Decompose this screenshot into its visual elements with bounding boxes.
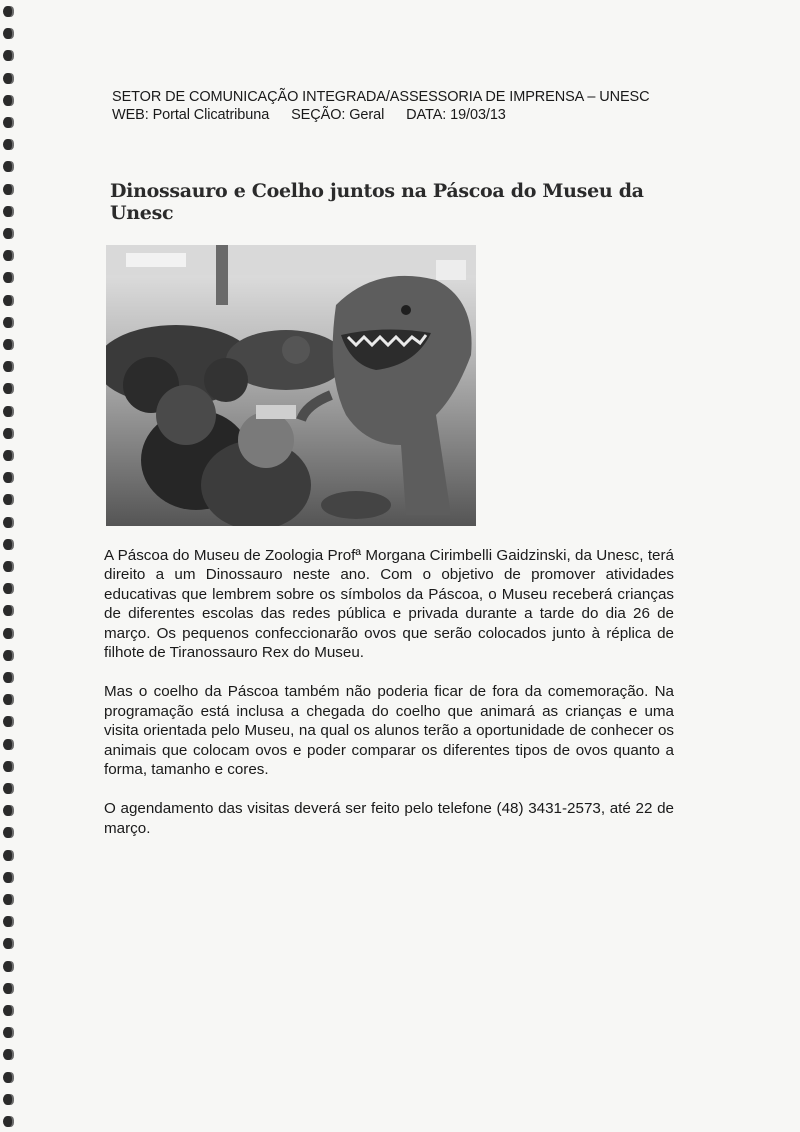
binding-ring bbox=[3, 716, 12, 727]
binding-ring bbox=[3, 28, 12, 39]
header-date: DATA: 19/03/13 bbox=[406, 107, 506, 123]
article-paragraph: A Páscoa do Museu de Zoologia Profª Morgana Cirimbelli Gaidzinski, da Unesc, terá direito a um Dinossauro neste ano. Com o objetivo de promover atividades educativas que lembrem sobre os símbolos da Páscoa, o Museu receberá crianças de diferentes escolas das redes pública e privada durante a tarde do dia 26 de março. Os pequenos confeccionarão ovos que serão colocados junto à réplica de filhote de Tiranossauro Rex do Museu. bbox=[104, 547, 674, 662]
article-paragraph: Mas o coelho da Páscoa também não poderia ficar de fora da comemoração. Na programação está inclusa a chegada do coelho que animará as crianças e uma visita orientada pelo Museu, na qual os alunos terão a oportunidade de conhecer os animais que colocam ovos e poder comparar os diferentes tipos de ovos quanto a forma, tamanho e cores. bbox=[104, 683, 674, 779]
binding-ring bbox=[3, 783, 12, 794]
binding-ring bbox=[3, 605, 12, 616]
clipping-header bbox=[112, 88, 692, 124]
header-meta-line bbox=[112, 106, 692, 124]
binding-ring bbox=[3, 827, 12, 838]
binding-ring bbox=[3, 50, 12, 61]
binding-ring bbox=[3, 694, 12, 705]
spiral-binding bbox=[0, 0, 22, 1132]
header-sector-line: SETOR DE COMUNICAÇÃO INTEGRADA/ASSESSORIA DE IMPRENSA – UNESC bbox=[112, 89, 650, 105]
binding-ring bbox=[3, 650, 12, 661]
binding-ring bbox=[3, 161, 12, 172]
binding-ring bbox=[3, 739, 12, 750]
binding-ring bbox=[3, 539, 12, 550]
binding-ring bbox=[3, 95, 12, 106]
binding-ring bbox=[3, 761, 12, 772]
article-paragraph: O agendamento das visitas deverá ser feito pelo telefone (48) 3431-2573, até 22 de março. bbox=[104, 800, 674, 837]
binding-ring bbox=[3, 672, 12, 683]
binding-ring bbox=[3, 1005, 12, 1016]
header-section: SEÇÃO: Geral bbox=[291, 107, 385, 123]
binding-ring bbox=[3, 1027, 12, 1038]
binding-ring bbox=[3, 850, 12, 861]
binding-ring bbox=[3, 450, 12, 461]
binding-ring bbox=[3, 317, 12, 328]
binding-ring bbox=[3, 117, 12, 128]
binding-ring bbox=[3, 561, 12, 572]
binding-ring bbox=[3, 73, 12, 84]
binding-ring bbox=[3, 428, 12, 439]
binding-ring bbox=[3, 1072, 12, 1083]
binding-ring bbox=[3, 872, 12, 883]
binding-ring bbox=[3, 938, 12, 949]
binding-ring bbox=[3, 295, 12, 306]
header-web: WEB: Portal Clicatribuna bbox=[112, 107, 270, 123]
binding-ring bbox=[3, 206, 12, 217]
binding-ring bbox=[3, 983, 12, 994]
binding-ring bbox=[3, 339, 12, 350]
binding-ring bbox=[3, 272, 12, 283]
article-body bbox=[104, 546, 674, 858]
binding-ring bbox=[3, 184, 12, 195]
binding-ring bbox=[3, 6, 12, 17]
binding-ring bbox=[3, 916, 12, 927]
binding-ring bbox=[3, 139, 12, 150]
article-photo bbox=[106, 245, 476, 526]
binding-ring bbox=[3, 894, 12, 905]
binding-ring bbox=[3, 361, 12, 372]
binding-ring bbox=[3, 961, 12, 972]
binding-ring bbox=[3, 628, 12, 639]
binding-ring bbox=[3, 472, 12, 483]
binding-ring bbox=[3, 250, 12, 261]
binding-ring bbox=[3, 1116, 12, 1127]
binding-ring bbox=[3, 517, 12, 528]
binding-ring bbox=[3, 383, 12, 394]
binding-ring bbox=[3, 1049, 12, 1060]
binding-ring bbox=[3, 228, 12, 239]
binding-ring bbox=[3, 406, 12, 417]
binding-ring bbox=[3, 583, 12, 594]
binding-ring bbox=[3, 1094, 12, 1105]
dinosaur-photo-image bbox=[106, 245, 476, 526]
article-title: Dinossauro e Coelho juntos na Páscoa do Museu da Unesc bbox=[110, 180, 644, 224]
binding-ring bbox=[3, 805, 12, 816]
binding-ring bbox=[3, 494, 12, 505]
